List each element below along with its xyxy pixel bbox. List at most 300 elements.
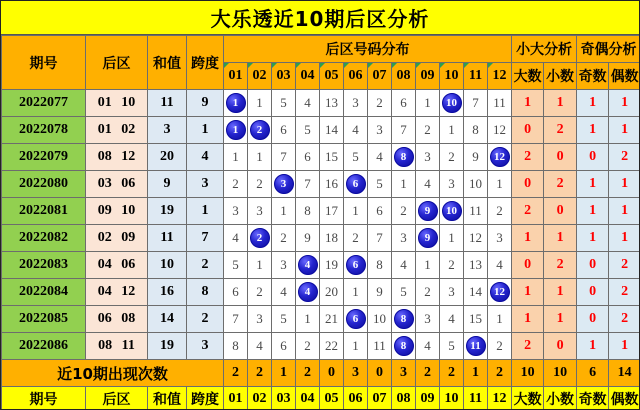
dist-cell: 9	[296, 225, 320, 252]
dist-cell	[488, 144, 512, 171]
back-zone-cell: 09 10	[86, 198, 148, 225]
footer-sum: 和值	[148, 387, 187, 410]
even-count-cell: 2	[609, 144, 640, 171]
dist-cell: 2	[488, 333, 512, 360]
header-parity-analysis: 奇偶分析	[577, 36, 640, 63]
table-row	[2, 144, 640, 171]
period-cell: 2022082	[2, 225, 86, 252]
dist-cell: 8	[368, 252, 392, 279]
dist-cell: 6	[296, 144, 320, 171]
summary-count-01: 2	[224, 360, 248, 387]
dist-cell	[440, 90, 464, 117]
dist-cell	[488, 279, 512, 306]
dist-cell: 3	[224, 198, 248, 225]
dist-cell: 2	[248, 279, 272, 306]
odd-count-cell: 1	[577, 333, 609, 360]
dist-cell: 15	[464, 306, 488, 333]
lottery-ball: 3	[274, 174, 294, 194]
header-sum: 和值	[148, 36, 187, 90]
dist-cell: 3	[248, 198, 272, 225]
lottery-ball: 6	[346, 309, 366, 329]
dist-cell: 5	[224, 252, 248, 279]
odd-count-cell: 0	[577, 306, 609, 333]
corner-marker-icon	[224, 63, 229, 68]
lottery-ball: 8	[394, 147, 414, 167]
dist-cell: 2	[224, 171, 248, 198]
page-title: 大乐透近10期后区分析	[1, 1, 639, 35]
corner-marker-icon	[464, 63, 469, 68]
dist-cell: 1	[272, 198, 296, 225]
dist-cell	[344, 252, 368, 279]
lottery-ball: 10	[442, 93, 462, 113]
small-count-cell: 0	[544, 198, 577, 225]
small-count-cell: 1	[544, 279, 577, 306]
sum-cell: 11	[148, 225, 187, 252]
dist-cell: 1	[416, 252, 440, 279]
dist-cell: 13	[320, 90, 344, 117]
summary-count-10: 2	[440, 360, 464, 387]
footer-header-row	[2, 387, 640, 410]
footer-number-06: 06	[344, 387, 368, 410]
period-cell: 2022080	[2, 171, 86, 198]
dist-cell: 2	[440, 144, 464, 171]
header-number-03: 03	[272, 63, 296, 90]
dist-cell	[272, 171, 296, 198]
footer-back-zone: 后区	[86, 387, 148, 410]
dist-cell: 1	[344, 198, 368, 225]
dist-cell: 5	[272, 306, 296, 333]
dist-cell: 9	[464, 144, 488, 171]
footer-number-12: 12	[488, 387, 512, 410]
big-count-cell: 2	[512, 144, 544, 171]
dist-cell: 3	[392, 225, 416, 252]
table-row	[2, 117, 640, 144]
header-size-analysis: 小大分析	[512, 36, 577, 63]
header-number-05: 05	[320, 63, 344, 90]
big-count-cell: 0	[512, 117, 544, 144]
dist-cell: 3	[272, 252, 296, 279]
analysis-table	[1, 35, 640, 410]
dist-cell: 2	[416, 117, 440, 144]
dist-cell: 6	[272, 333, 296, 360]
dist-cell: 1	[344, 333, 368, 360]
corner-marker-icon	[344, 63, 349, 68]
summary-even: 14	[609, 360, 640, 387]
summary-row	[2, 360, 640, 387]
dist-cell: 6	[224, 279, 248, 306]
dist-cell: 18	[320, 225, 344, 252]
span-cell: 2	[187, 306, 224, 333]
header-number-08: 08	[392, 63, 416, 90]
header-period: 期号	[2, 36, 86, 90]
odd-count-cell: 1	[577, 117, 609, 144]
table-row	[2, 171, 640, 198]
footer-number-04: 04	[296, 387, 320, 410]
even-count-cell: 2	[609, 279, 640, 306]
even-count-cell: 1	[609, 117, 640, 144]
period-cell: 2022084	[2, 279, 86, 306]
footer-number-10: 10	[440, 387, 464, 410]
dist-cell: 2	[368, 90, 392, 117]
back-zone-cell: 06 08	[86, 306, 148, 333]
summary-count-05: 0	[320, 360, 344, 387]
dist-cell: 5	[368, 171, 392, 198]
dist-cell: 2	[248, 171, 272, 198]
odd-count-cell: 0	[577, 279, 609, 306]
footer-number-03: 03	[272, 387, 296, 410]
dist-cell	[392, 333, 416, 360]
sum-cell: 19	[148, 333, 187, 360]
dist-cell	[416, 225, 440, 252]
even-count-cell: 1	[609, 225, 640, 252]
dist-cell: 4	[272, 279, 296, 306]
dist-cell: 11	[488, 90, 512, 117]
dist-cell: 15	[320, 144, 344, 171]
small-count-cell: 0	[544, 333, 577, 360]
footer-odd: 奇数	[577, 387, 609, 410]
dist-cell: 12	[488, 117, 512, 144]
dist-cell	[344, 306, 368, 333]
dist-cell: 4	[440, 306, 464, 333]
dist-cell: 7	[368, 225, 392, 252]
lottery-ball: 11	[466, 336, 486, 356]
lottery-ball: 4	[298, 282, 318, 302]
dist-cell: 7	[296, 171, 320, 198]
span-cell: 3	[187, 171, 224, 198]
dist-cell: 7	[464, 90, 488, 117]
summary-count-03: 1	[272, 360, 296, 387]
summary-count-07: 0	[368, 360, 392, 387]
dist-cell: 2	[344, 225, 368, 252]
dist-cell: 1	[344, 279, 368, 306]
even-count-cell: 1	[609, 198, 640, 225]
dist-cell: 10	[464, 171, 488, 198]
span-cell: 2	[187, 252, 224, 279]
corner-marker-icon	[368, 63, 373, 68]
dist-cell: 3	[344, 90, 368, 117]
lottery-ball: 8	[394, 336, 414, 356]
footer-number-02: 02	[248, 387, 272, 410]
dist-cell: 7	[392, 117, 416, 144]
table-row	[2, 279, 640, 306]
big-count-cell: 1	[512, 279, 544, 306]
dist-cell: 14	[464, 279, 488, 306]
dist-cell	[296, 252, 320, 279]
sum-cell: 9	[148, 171, 187, 198]
corner-marker-icon	[296, 63, 301, 68]
dist-cell: 21	[320, 306, 344, 333]
big-count-cell: 1	[512, 225, 544, 252]
dist-cell: 5	[296, 117, 320, 144]
lottery-ball: 8	[394, 309, 414, 329]
summary-count-11: 1	[464, 360, 488, 387]
small-count-cell: 2	[544, 252, 577, 279]
table-row	[2, 252, 640, 279]
sum-cell: 19	[148, 198, 187, 225]
header-even: 偶数	[609, 63, 640, 90]
back-zone-cell: 01 02	[86, 117, 148, 144]
dist-cell: 3	[248, 306, 272, 333]
table-row	[2, 306, 640, 333]
span-cell: 1	[187, 117, 224, 144]
back-zone-cell: 03 06	[86, 171, 148, 198]
dist-cell: 6	[392, 90, 416, 117]
dist-cell	[416, 198, 440, 225]
dist-cell: 11	[368, 333, 392, 360]
dist-cell: 20	[320, 279, 344, 306]
dist-cell: 1	[488, 306, 512, 333]
footer-number-11: 11	[464, 387, 488, 410]
header-number-11: 11	[464, 63, 488, 90]
dist-cell: 5	[344, 144, 368, 171]
dist-cell: 5	[272, 90, 296, 117]
dist-cell	[392, 306, 416, 333]
dist-cell	[224, 90, 248, 117]
header-span: 跨度	[187, 36, 224, 90]
odd-count-cell: 1	[577, 171, 609, 198]
period-cell: 2022086	[2, 333, 86, 360]
dist-cell: 1	[296, 306, 320, 333]
span-cell: 9	[187, 90, 224, 117]
dist-cell: 16	[320, 171, 344, 198]
dist-cell: 6	[368, 198, 392, 225]
dist-cell: 13	[464, 252, 488, 279]
span-cell: 3	[187, 333, 224, 360]
footer-number-07: 07	[368, 387, 392, 410]
back-zone-cell: 08 11	[86, 333, 148, 360]
dist-cell: 5	[392, 279, 416, 306]
dist-cell: 3	[368, 117, 392, 144]
period-cell: 2022079	[2, 144, 86, 171]
summary-big: 10	[512, 360, 544, 387]
back-zone-cell: 04 06	[86, 252, 148, 279]
big-count-cell: 2	[512, 333, 544, 360]
dist-cell: 10	[368, 306, 392, 333]
span-cell: 4	[187, 144, 224, 171]
dist-cell: 4	[224, 225, 248, 252]
span-cell: 1	[187, 198, 224, 225]
dist-cell	[296, 279, 320, 306]
dist-cell: 3	[416, 306, 440, 333]
dist-cell: 19	[320, 252, 344, 279]
even-count-cell: 1	[609, 90, 640, 117]
even-count-cell: 1	[609, 333, 640, 360]
corner-marker-icon	[248, 63, 253, 68]
lottery-ball: 2	[250, 120, 270, 140]
summary-count-12: 2	[488, 360, 512, 387]
dist-cell: 3	[488, 225, 512, 252]
span-cell: 7	[187, 225, 224, 252]
summary-small: 10	[544, 360, 577, 387]
footer-big: 大数	[512, 387, 544, 410]
big-count-cell: 0	[512, 171, 544, 198]
summary-count-06: 3	[344, 360, 368, 387]
dist-cell: 4	[248, 333, 272, 360]
footer-period: 期号	[2, 387, 86, 410]
period-cell: 2022081	[2, 198, 86, 225]
dist-cell: 8	[224, 333, 248, 360]
dist-cell: 1	[392, 171, 416, 198]
table-row	[2, 90, 640, 117]
dist-cell: 8	[296, 198, 320, 225]
footer-number-01: 01	[224, 387, 248, 410]
header-number-04: 04	[296, 63, 320, 90]
dist-cell: 4	[296, 90, 320, 117]
sum-cell: 10	[148, 252, 187, 279]
lottery-ball: 6	[346, 255, 366, 275]
lottery-ball: 1	[226, 120, 246, 140]
corner-marker-icon	[272, 63, 277, 68]
odd-count-cell: 0	[577, 252, 609, 279]
odd-count-cell: 1	[577, 198, 609, 225]
corner-marker-icon	[440, 63, 445, 68]
footer-small: 小数	[544, 387, 577, 410]
header-big: 大数	[512, 63, 544, 90]
corner-marker-icon	[320, 63, 325, 68]
small-count-cell: 1	[544, 225, 577, 252]
dist-cell: 4	[392, 252, 416, 279]
back-zone-cell: 02 09	[86, 225, 148, 252]
header-number-09: 09	[416, 63, 440, 90]
header-small: 小数	[544, 63, 577, 90]
header-odd: 奇数	[577, 63, 609, 90]
header-number-02: 02	[248, 63, 272, 90]
dist-cell: 1	[488, 171, 512, 198]
lottery-ball: 9	[418, 228, 438, 248]
dist-cell	[440, 198, 464, 225]
header-number-12: 12	[488, 63, 512, 90]
dist-cell: 4	[416, 333, 440, 360]
big-count-cell: 1	[512, 306, 544, 333]
dist-cell: 2	[392, 198, 416, 225]
dist-cell: 4	[368, 144, 392, 171]
footer-number-08: 08	[392, 387, 416, 410]
dist-cell: 17	[320, 198, 344, 225]
period-cell: 2022078	[2, 117, 86, 144]
corner-marker-icon	[416, 63, 421, 68]
lottery-ball: 4	[298, 255, 318, 275]
lottery-ball: 12	[490, 282, 510, 302]
odd-count-cell: 1	[577, 90, 609, 117]
span-cell: 8	[187, 279, 224, 306]
header-back-zone: 后区	[86, 36, 148, 90]
table-row	[2, 333, 640, 360]
dist-cell: 2	[488, 198, 512, 225]
even-count-cell: 1	[609, 171, 640, 198]
big-count-cell: 1	[512, 90, 544, 117]
header-number-07: 07	[368, 63, 392, 90]
dist-cell: 9	[368, 279, 392, 306]
lottery-ball: 2	[250, 228, 270, 248]
summary-label: 近10期出现次数	[2, 360, 224, 387]
footer-even: 偶数	[609, 387, 640, 410]
corner-marker-icon	[488, 63, 493, 68]
summary-count-09: 2	[416, 360, 440, 387]
dist-cell: 3	[416, 144, 440, 171]
dist-cell: 2	[416, 279, 440, 306]
footer-number-05: 05	[320, 387, 344, 410]
dist-cell: 1	[416, 90, 440, 117]
lottery-ball: 6	[346, 174, 366, 194]
lottery-ball: 10	[442, 201, 462, 221]
header-distribution: 后区号码分布	[224, 36, 512, 63]
big-count-cell: 0	[512, 252, 544, 279]
dist-cell: 11	[464, 198, 488, 225]
dist-cell: 1	[248, 252, 272, 279]
back-zone-cell: 08 12	[86, 144, 148, 171]
footer-span: 跨度	[187, 387, 224, 410]
dist-cell	[344, 171, 368, 198]
summary-count-02: 2	[248, 360, 272, 387]
period-cell: 2022085	[2, 306, 86, 333]
odd-count-cell: 1	[577, 225, 609, 252]
sum-cell: 14	[148, 306, 187, 333]
header-number-10: 10	[440, 63, 464, 90]
dist-cell	[224, 117, 248, 144]
dist-cell: 8	[464, 117, 488, 144]
footer-number-09: 09	[416, 387, 440, 410]
dist-cell	[464, 333, 488, 360]
dist-cell: 22	[320, 333, 344, 360]
dist-cell: 1	[248, 144, 272, 171]
dist-cell	[392, 144, 416, 171]
back-zone-cell: 01 10	[86, 90, 148, 117]
lottery-ball: 9	[418, 201, 438, 221]
dist-cell: 4	[344, 117, 368, 144]
dist-cell: 1	[440, 225, 464, 252]
dist-cell: 6	[272, 117, 296, 144]
table-row	[2, 198, 640, 225]
dist-cell: 3	[440, 279, 464, 306]
dist-cell: 7	[272, 144, 296, 171]
summary-count-08: 3	[392, 360, 416, 387]
even-count-cell: 2	[609, 252, 640, 279]
summary-odd: 6	[577, 360, 609, 387]
sum-cell: 11	[148, 90, 187, 117]
dist-cell: 3	[440, 171, 464, 198]
lottery-ball: 12	[490, 147, 510, 167]
sum-cell: 16	[148, 279, 187, 306]
sum-cell: 20	[148, 144, 187, 171]
big-count-cell: 2	[512, 198, 544, 225]
header-number-01: 01	[224, 63, 248, 90]
period-cell: 2022077	[2, 90, 86, 117]
even-count-cell: 2	[609, 306, 640, 333]
dist-cell: 2	[296, 333, 320, 360]
dist-cell: 1	[440, 117, 464, 144]
dist-cell: 4	[488, 252, 512, 279]
dist-cell: 1	[248, 90, 272, 117]
small-count-cell: 2	[544, 117, 577, 144]
dist-cell: 4	[416, 171, 440, 198]
period-cell: 2022083	[2, 252, 86, 279]
dist-cell: 2	[272, 225, 296, 252]
small-count-cell: 1	[544, 306, 577, 333]
small-count-cell: 1	[544, 90, 577, 117]
table-row	[2, 225, 640, 252]
lottery-ball: 1	[226, 93, 246, 113]
dist-cell	[248, 225, 272, 252]
small-count-cell: 2	[544, 171, 577, 198]
odd-count-cell: 0	[577, 144, 609, 171]
dist-cell	[248, 117, 272, 144]
corner-marker-icon	[392, 63, 397, 68]
small-count-cell: 0	[544, 144, 577, 171]
dist-cell: 12	[464, 225, 488, 252]
back-zone-cell: 04 12	[86, 279, 148, 306]
sum-cell: 3	[148, 117, 187, 144]
header-number-06: 06	[344, 63, 368, 90]
